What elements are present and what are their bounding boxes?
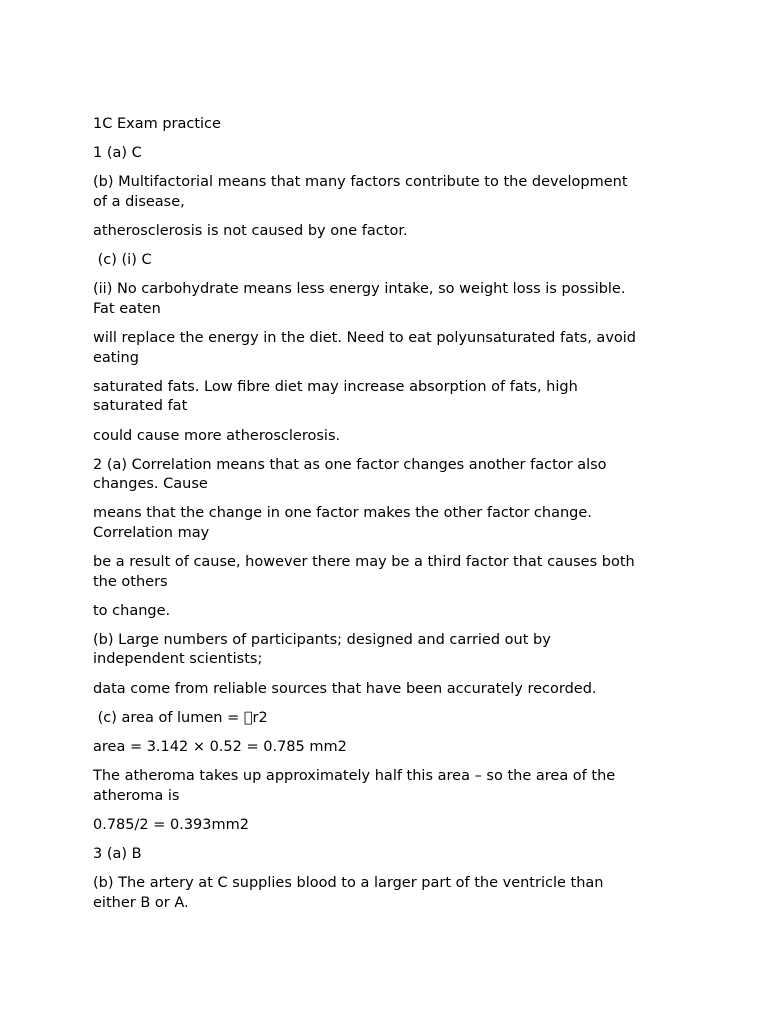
answer-2c-cont-2 [93, 816, 683, 836]
text-line: area = 3.142 × 0.52 = 0.785 mm2 [93, 739, 347, 755]
text-line: saturated fats. Low fibre diet may increase absorption of fats, high [93, 378, 578, 395]
answer-2b [93, 631, 683, 670]
text-line: 3 (a) B [93, 846, 142, 863]
text-line: will replace the energy in the diet. Need to eat polyunsaturated fats, avoid [93, 330, 636, 347]
answer-1b [93, 173, 683, 212]
answer-1ci [93, 251, 683, 271]
text-line: 0.785/2 = 0.393mm2 [93, 816, 249, 833]
text-line: changes. Cause [93, 476, 208, 493]
answer-2a [93, 456, 683, 495]
document-title [93, 115, 683, 135]
answer-1cii [93, 280, 683, 319]
text-line: means that the change in one factor makes the other factor change. [93, 505, 592, 522]
text-line: independent scientists; [93, 651, 263, 668]
answer-2a-cont-3 [93, 602, 683, 622]
answer-1cii-cont-2 [93, 378, 683, 417]
text-line: to change. [93, 602, 171, 619]
text-line: data come from reliable sources that have been accurately recorded. [93, 680, 597, 697]
text-line: 1C Exam practice [93, 116, 221, 132]
text-line: (c) (i) C [93, 252, 152, 269]
answer-2b-cont [93, 680, 683, 700]
text-line: (b) The artery at C supplies blood to a larger part of the ventricle than [93, 875, 604, 892]
answer-2c-calc [93, 738, 683, 758]
text-line: be a result of cause, however there may be a third factor that causes both [93, 554, 635, 571]
text-line: Fat eaten [93, 300, 161, 317]
answer-2a-cont-1 [93, 504, 683, 543]
answer-2c [93, 709, 683, 729]
text-line: (b) Multifactorial means that many factors contribute to the development [93, 174, 628, 191]
answer-1b-cont [93, 222, 683, 242]
text-line: 2 (a) Correlation means that as one factor changes another factor also [93, 456, 607, 473]
text-line: of a disease, [93, 193, 185, 210]
answer-2a-cont-2 [93, 553, 683, 592]
answer-1a [93, 144, 683, 164]
text-line: eating [93, 349, 139, 366]
text-line: the others [93, 573, 168, 590]
text-line: saturated fat [93, 398, 188, 415]
text-line: could cause more atherosclerosis. [93, 427, 341, 444]
answer-1cii-cont-1 [93, 329, 683, 368]
text-line: 1 (a) C [93, 145, 142, 162]
text-line: (b) Large numbers of participants; designed and carried out by [93, 631, 551, 648]
text-line: (c) area of lumen = r2 [93, 709, 264, 726]
answer-3b [93, 874, 683, 913]
answer-2c-cont-1 [93, 767, 683, 806]
text-line: atherosclerosis is not caused by one factor. [93, 223, 408, 240]
text-line: (ii) No carbohydrate means less energy intake, so weight loss is possible. [93, 281, 626, 298]
text-line: Correlation may [93, 524, 210, 541]
text-line: The atheroma takes up approximately half this area – so the area of the [93, 768, 616, 785]
text-line: atheroma is [93, 787, 180, 804]
answer-3a [93, 845, 683, 865]
document-page [93, 115, 683, 923]
answer-1cii-cont-3 [93, 427, 683, 447]
text-line: either B or A. [93, 894, 189, 911]
